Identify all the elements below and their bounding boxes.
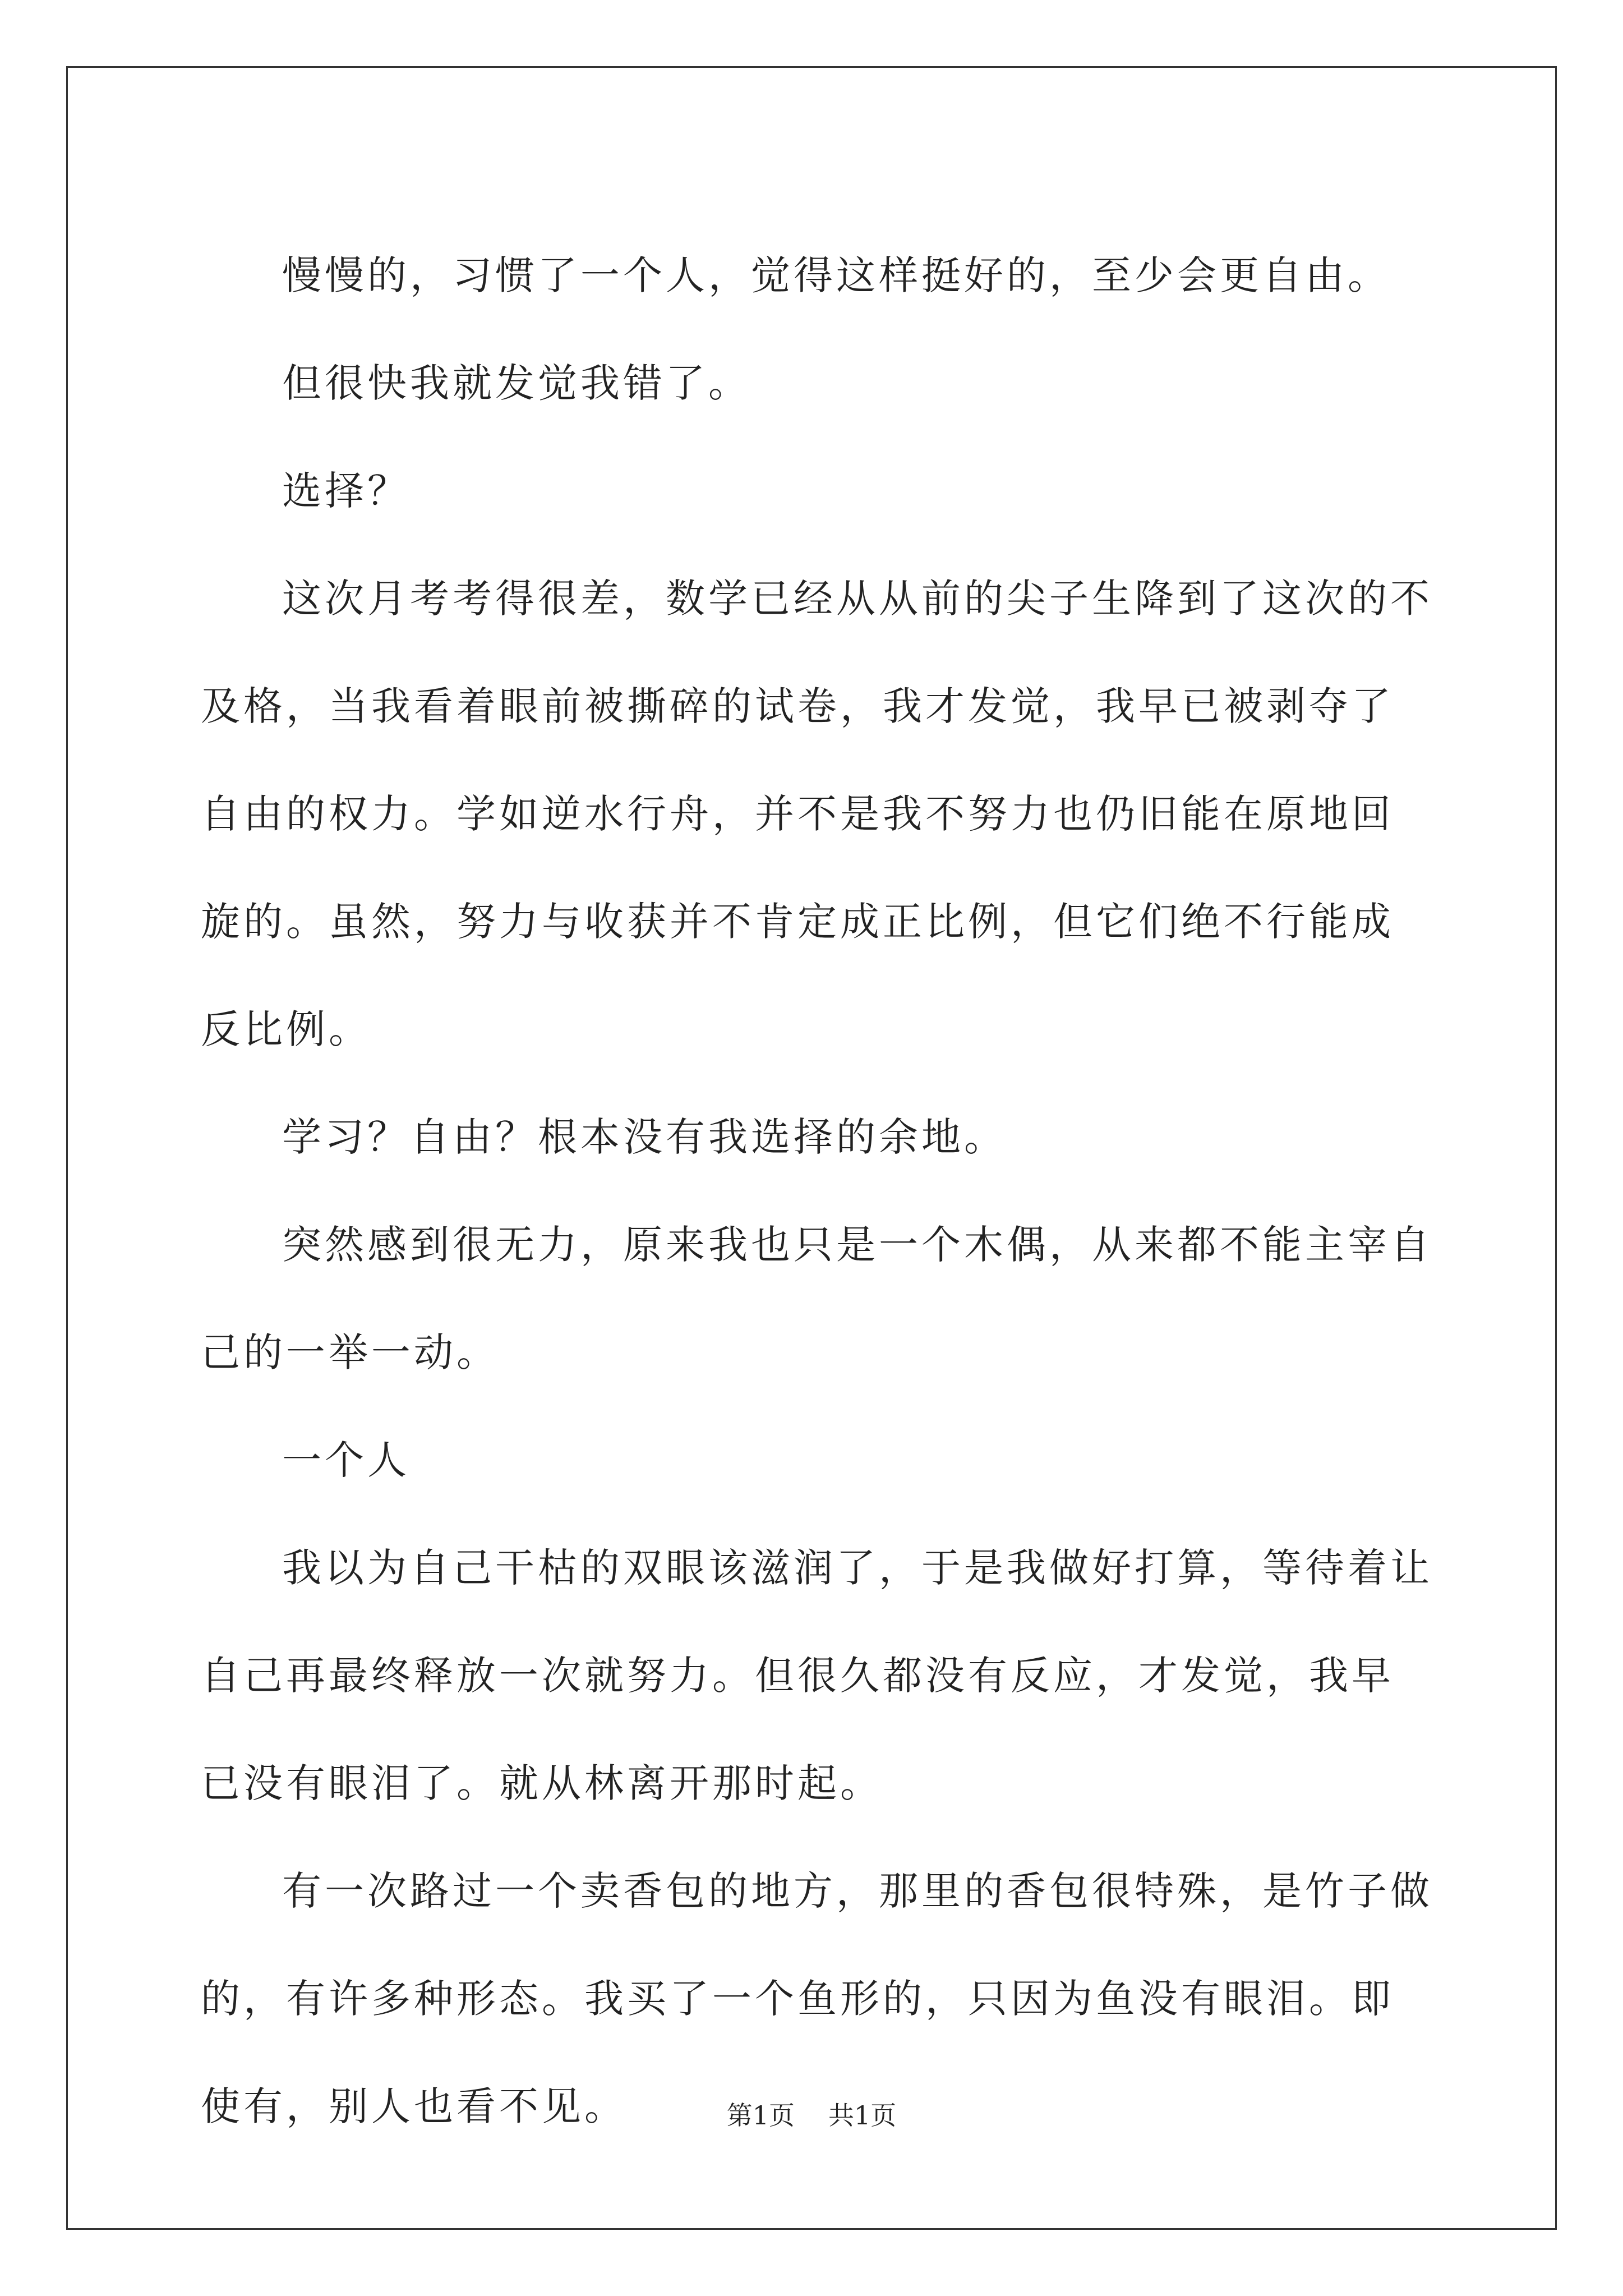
paragraph-7: 一个人 (282, 1437, 410, 1483)
page-number-current: 第1页 (726, 2100, 795, 2131)
page-footer (0, 2095, 1623, 2132)
paragraph-4: 这次月考考得很差，数学已经从从前的尖子生降到了这次的不及格，当我看着眼前被撕碎的试卷，我才发觉，我早已被剥夺了自由的权力。学如逆水行舟，并不是我不努力也仍旧能在原地回旋的。虽然，努力与收获并不肯定成正比例，但它们绝不行能成反比例。 (201, 576, 1433, 1052)
paragraph-6: 突然感到很无力，原来我也只是一个木偶，从来都不能主宰自己的一举一动。 (201, 1222, 1433, 1375)
page-number-total: 共1页 (828, 2100, 897, 2131)
paragraph-5: 学习？自由？根本没有我选择的余地。 (282, 1114, 1007, 1160)
paragraph-2: 但很快我就发觉我错了。 (282, 360, 751, 406)
document-body (201, 222, 1435, 2160)
paragraph-1: 慢慢的，习惯了一个人，觉得这样挺好的，至少会更自由。 (282, 252, 1390, 298)
paragraph-3: 选择？ (282, 468, 410, 514)
paragraph-9: 有一次路过一个卖香包的地方，那里的香包很特殊，是竹子做的，有许多种形态。我买了一个鱼形的，只因为鱼没有眼泪。即使有，别人也看不见。 (201, 1868, 1433, 2129)
paragraph-8: 我以为自己干枯的双眼该滋润了，于是我做好打算，等待着让自己再最终释放一次就努力。但很久都没有反应，才发觉，我早已没有眼泪了。就从林离开那时起。 (201, 1545, 1433, 1806)
